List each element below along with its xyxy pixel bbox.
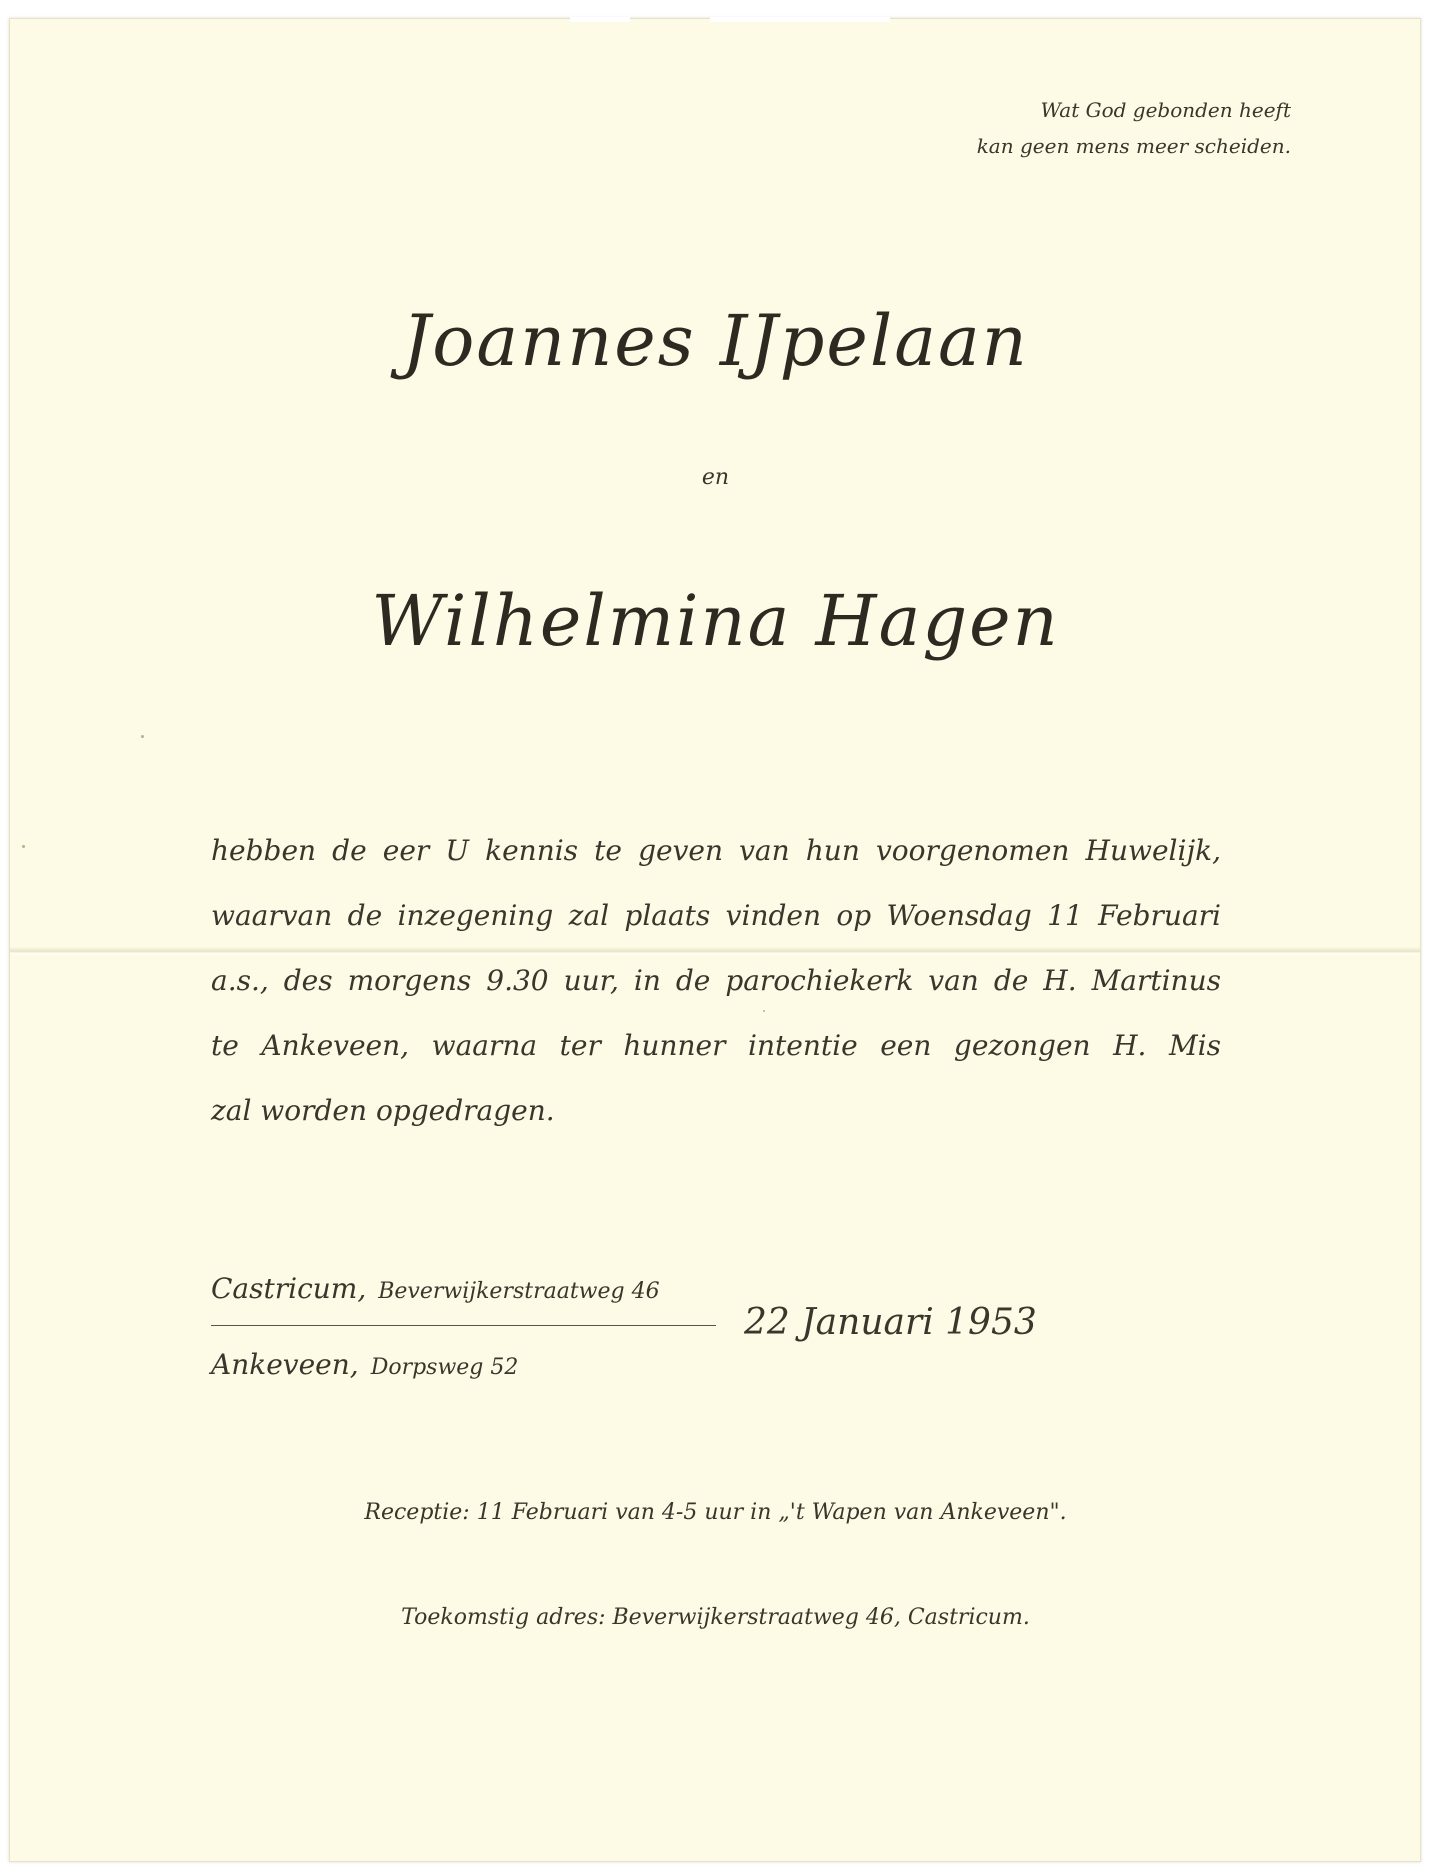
motto-line: kan geen mens meer scheiden. (976, 134, 1291, 158)
announcement-line: zal worden opgedragen. (211, 1094, 555, 1127)
announcement-line: te Ankeveen, waarna ter hunner intentie een gezongen H. Mis (211, 1029, 1221, 1062)
conjunction: en (701, 465, 730, 490)
groom-address (211, 1272, 660, 1305)
announcement-text (211, 818, 1221, 1143)
announcement-date: 22 Januari 1953 (744, 1302, 1037, 1343)
groom-name: Joannes IJpelaan (402, 300, 1029, 382)
announcement-line: a.s., des morgens 9.30 uur, in de parochiekerk van de H. Martinus (211, 964, 1221, 997)
bride-street: Dorpsweg 52 (370, 1355, 519, 1380)
paper-speck (141, 735, 144, 738)
reception-info: Receptie: 11 Februari van 4-5 uur in „'t Wapen van Ankeveen". (364, 1500, 1067, 1525)
address-divider (211, 1325, 716, 1326)
motto-line: Wat God gebonden heeft (1040, 98, 1291, 122)
torn-edge (710, 17, 890, 22)
groom-street: Beverwijkerstraatweg 46 (378, 1279, 660, 1304)
bride-city: Ankeveen, (211, 1348, 359, 1381)
torn-edge (570, 17, 630, 22)
future-address: Toekomstig adres: Beverwijkerstraatweg 46, Castricum. (401, 1605, 1030, 1630)
announcement-line: hebben de eer U kennis te geven van hun voorgenomen Huwelijk, (211, 834, 1221, 867)
paper-speck (763, 1010, 765, 1012)
motto (871, 92, 1291, 164)
groom-city: Castricum, (211, 1272, 367, 1305)
bride-name: Wilhelmina Hagen (371, 580, 1060, 662)
bride-address (211, 1348, 518, 1381)
paper-speck (22, 845, 25, 848)
announcement-line: waarvan de inzegening zal plaats vinden op Woensdag 11 Februari (211, 899, 1221, 932)
